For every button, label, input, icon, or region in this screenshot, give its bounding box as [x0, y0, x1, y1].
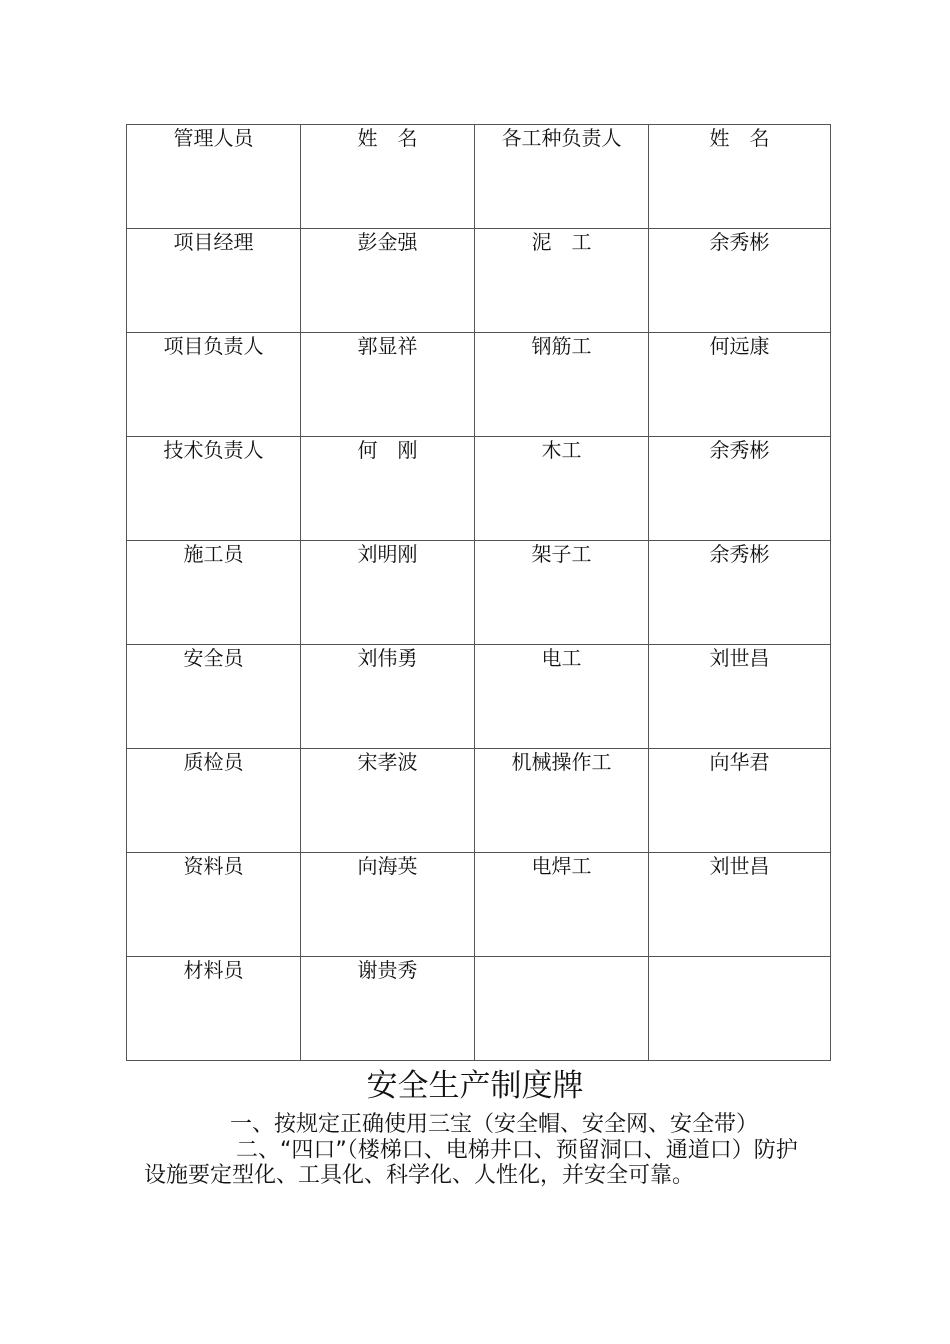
table-cell	[301, 749, 475, 853]
table-row	[127, 645, 831, 749]
table-cell	[127, 749, 301, 853]
table-cell	[475, 645, 649, 749]
table-cell	[301, 957, 475, 1061]
cell-text: 谢贵秀	[357, 958, 418, 982]
table-cell	[301, 229, 475, 333]
table-row	[127, 229, 831, 333]
table-cell	[127, 333, 301, 437]
cell-text: 刘明刚	[357, 542, 418, 566]
cell-text: 材料员	[183, 958, 244, 982]
table-cell	[649, 645, 831, 749]
rule-paragraph-1: 一、按规定正确使用三宝（安全帽、安全网、安全带）	[230, 1112, 759, 1137]
table-cell	[649, 437, 831, 541]
cell-text: 木工	[541, 438, 582, 462]
table-cell	[475, 853, 649, 957]
cell-text: 电工	[541, 646, 582, 670]
cell-text	[475, 957, 648, 960]
table-cell	[127, 125, 301, 229]
table-cell	[649, 333, 831, 437]
cell-text: 项目经理	[173, 230, 254, 254]
table-row	[127, 957, 831, 1061]
table-row	[127, 437, 831, 541]
table-row	[127, 541, 831, 645]
cell-text: 架子工	[531, 542, 592, 566]
table-cell	[475, 437, 649, 541]
cell-text: 钢筋工	[531, 334, 592, 358]
table-cell	[649, 957, 831, 1061]
cell-text: 向海英	[357, 854, 418, 878]
table-cell	[301, 541, 475, 645]
cell-text: 安全员	[183, 646, 244, 670]
table-cell	[475, 125, 649, 229]
cell-text: 何远康	[709, 334, 770, 358]
staff-table-body	[127, 125, 831, 1061]
table-cell	[127, 957, 301, 1061]
cell-text: 何 刚	[357, 438, 418, 462]
table-cell	[127, 645, 301, 749]
document-title: 安全生产制度牌	[366, 1068, 584, 1104]
staff-table	[126, 124, 831, 1061]
cell-text: 姓 名	[709, 126, 770, 150]
table-cell	[301, 333, 475, 437]
cell-text: 刘伟勇	[357, 646, 418, 670]
table-cell	[127, 229, 301, 333]
cell-text: 施工员	[183, 542, 244, 566]
table-header-row	[127, 125, 831, 229]
cell-text	[649, 957, 830, 960]
table-cell	[301, 853, 475, 957]
cell-text: 刘世昌	[709, 646, 770, 670]
table-cell	[127, 853, 301, 957]
cell-text: 管理人员	[173, 126, 254, 150]
table-cell	[649, 125, 831, 229]
table-cell	[301, 645, 475, 749]
cell-text: 项目负责人	[163, 334, 264, 358]
rule-paragraph-2: 二、“四口”（楼梯口、电梯井口、预留洞口、通道口）防护设施要定型化、工具化、科学化、人性化，并安全可靠。	[144, 1138, 798, 1188]
table-cell	[649, 541, 831, 645]
cell-text: 余秀彬	[709, 230, 770, 254]
cell-text: 余秀彬	[709, 542, 770, 566]
cell-text: 技术负责人	[163, 438, 264, 462]
cell-text: 机械操作工	[511, 750, 612, 774]
table-cell	[301, 125, 475, 229]
table-cell	[127, 437, 301, 541]
table-cell	[127, 541, 301, 645]
table-cell	[475, 229, 649, 333]
cell-text: 泥 工	[531, 230, 592, 254]
cell-text: 资料员	[183, 854, 244, 878]
table-cell	[475, 957, 649, 1061]
cell-text: 各工种负责人	[501, 126, 622, 150]
cell-text: 向华君	[709, 750, 770, 774]
cell-text: 刘世昌	[709, 854, 770, 878]
cell-text: 电焊工	[531, 854, 592, 878]
table-cell	[649, 229, 831, 333]
table-row	[127, 749, 831, 853]
table-cell	[475, 749, 649, 853]
cell-text: 彭金强	[357, 230, 418, 254]
cell-text: 宋孝波	[357, 750, 418, 774]
table-cell	[301, 437, 475, 541]
table-cell	[649, 749, 831, 853]
cell-text: 质检员	[183, 750, 244, 774]
table-cell	[475, 541, 649, 645]
table-row	[127, 853, 831, 957]
cell-text: 姓 名	[357, 126, 418, 150]
table-row	[127, 333, 831, 437]
table-cell	[649, 853, 831, 957]
table-cell	[475, 333, 649, 437]
cell-text: 余秀彬	[709, 438, 770, 462]
cell-text: 郭显祥	[357, 334, 418, 358]
